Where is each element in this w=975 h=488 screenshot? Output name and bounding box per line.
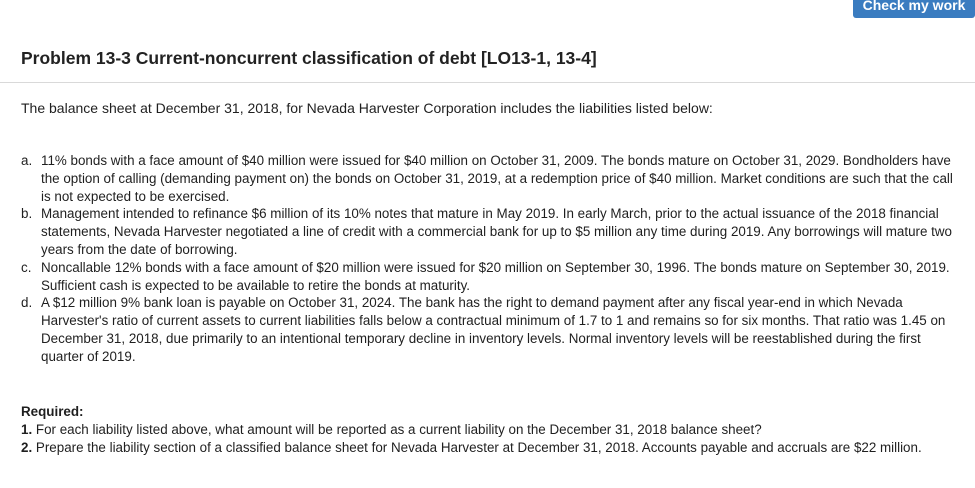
liability-marker: a. [21,153,33,168]
required-text: For each liability listed above, what amount will be reported as a current liability on the December 31, 2018 balance sheet? [35,422,762,437]
liability-text: Management intended to refinance $6 million of its 10% notes that mature in May 2019. In early March, prior to the actual issuance of the 2018 financial statements, Nevada Harvester negotiated a line of credit with a commercial bank for up to $5 million any time during 2019. Any borrowings will mature two years from the date of borrowing. [41,206,953,257]
liability-marker: b. [21,206,33,222]
liability-text: A $12 million 9% bank loan is payable on October 31, 2024. The bank has the right to demand payment after any fiscal year-end in which Nevada Harvester's ratio of current assets to current liabilities falls below a contractual minimum of 1.7 to 1 and remains so for six months. That ratio was 1.45 on December 31, 2018, due primarily to an intentional temporary decline in inventory levels. Normal inventory levels will be reestablished during the first quarter of 2019. [41,295,946,364]
title-divider [0,82,975,83]
liability-item-a [21,152,966,205]
required-heading: Required: [21,404,84,419]
required-number: 1. [21,422,33,437]
problem-title: Problem 13-3 Current-noncurrent classification of debt [LO13-1, 13-4] [21,48,597,68]
liability-item-c [21,259,966,295]
liability-marker: c. [21,259,32,275]
liability-item-d [21,294,966,365]
liability-text: Noncallable 12% bonds with a face amount of $20 million were issued for $20 million on September 30, 1996. The bonds mature on September 30, 2019. Sufficient cash is expected to be available to retire the bonds at maturity. [41,259,950,293]
required-text: Prepare the liability section of a classified balance sheet for Nevada Harvester at December 31, 2018. Accounts payable and accruals are $22 million. [35,440,922,455]
liabilities-list [21,152,966,366]
required-number: 2. [21,440,33,455]
liability-text: 11% bonds with a face amount of $40 million were issued for $40 million on October 31, 2009. The bonds mature on October 31, 2029. Bondholders have the option of calling (demanding payment on) the bonds on October 31, 2019, at a redemption price of $40 million. Market conditions are such that the call is not expected to be exercised. [41,153,953,204]
required-section [21,403,966,457]
required-item-2 [21,439,966,457]
liability-marker: d. [21,295,33,311]
liability-item-b [21,205,966,258]
problem-intro: The balance sheet at December 31, 2018, for Nevada Harvester Corporation includes the liabilities listed below: [21,100,713,116]
check-my-work-button[interactable]: Check my work [853,0,975,18]
required-item-1 [21,421,966,439]
